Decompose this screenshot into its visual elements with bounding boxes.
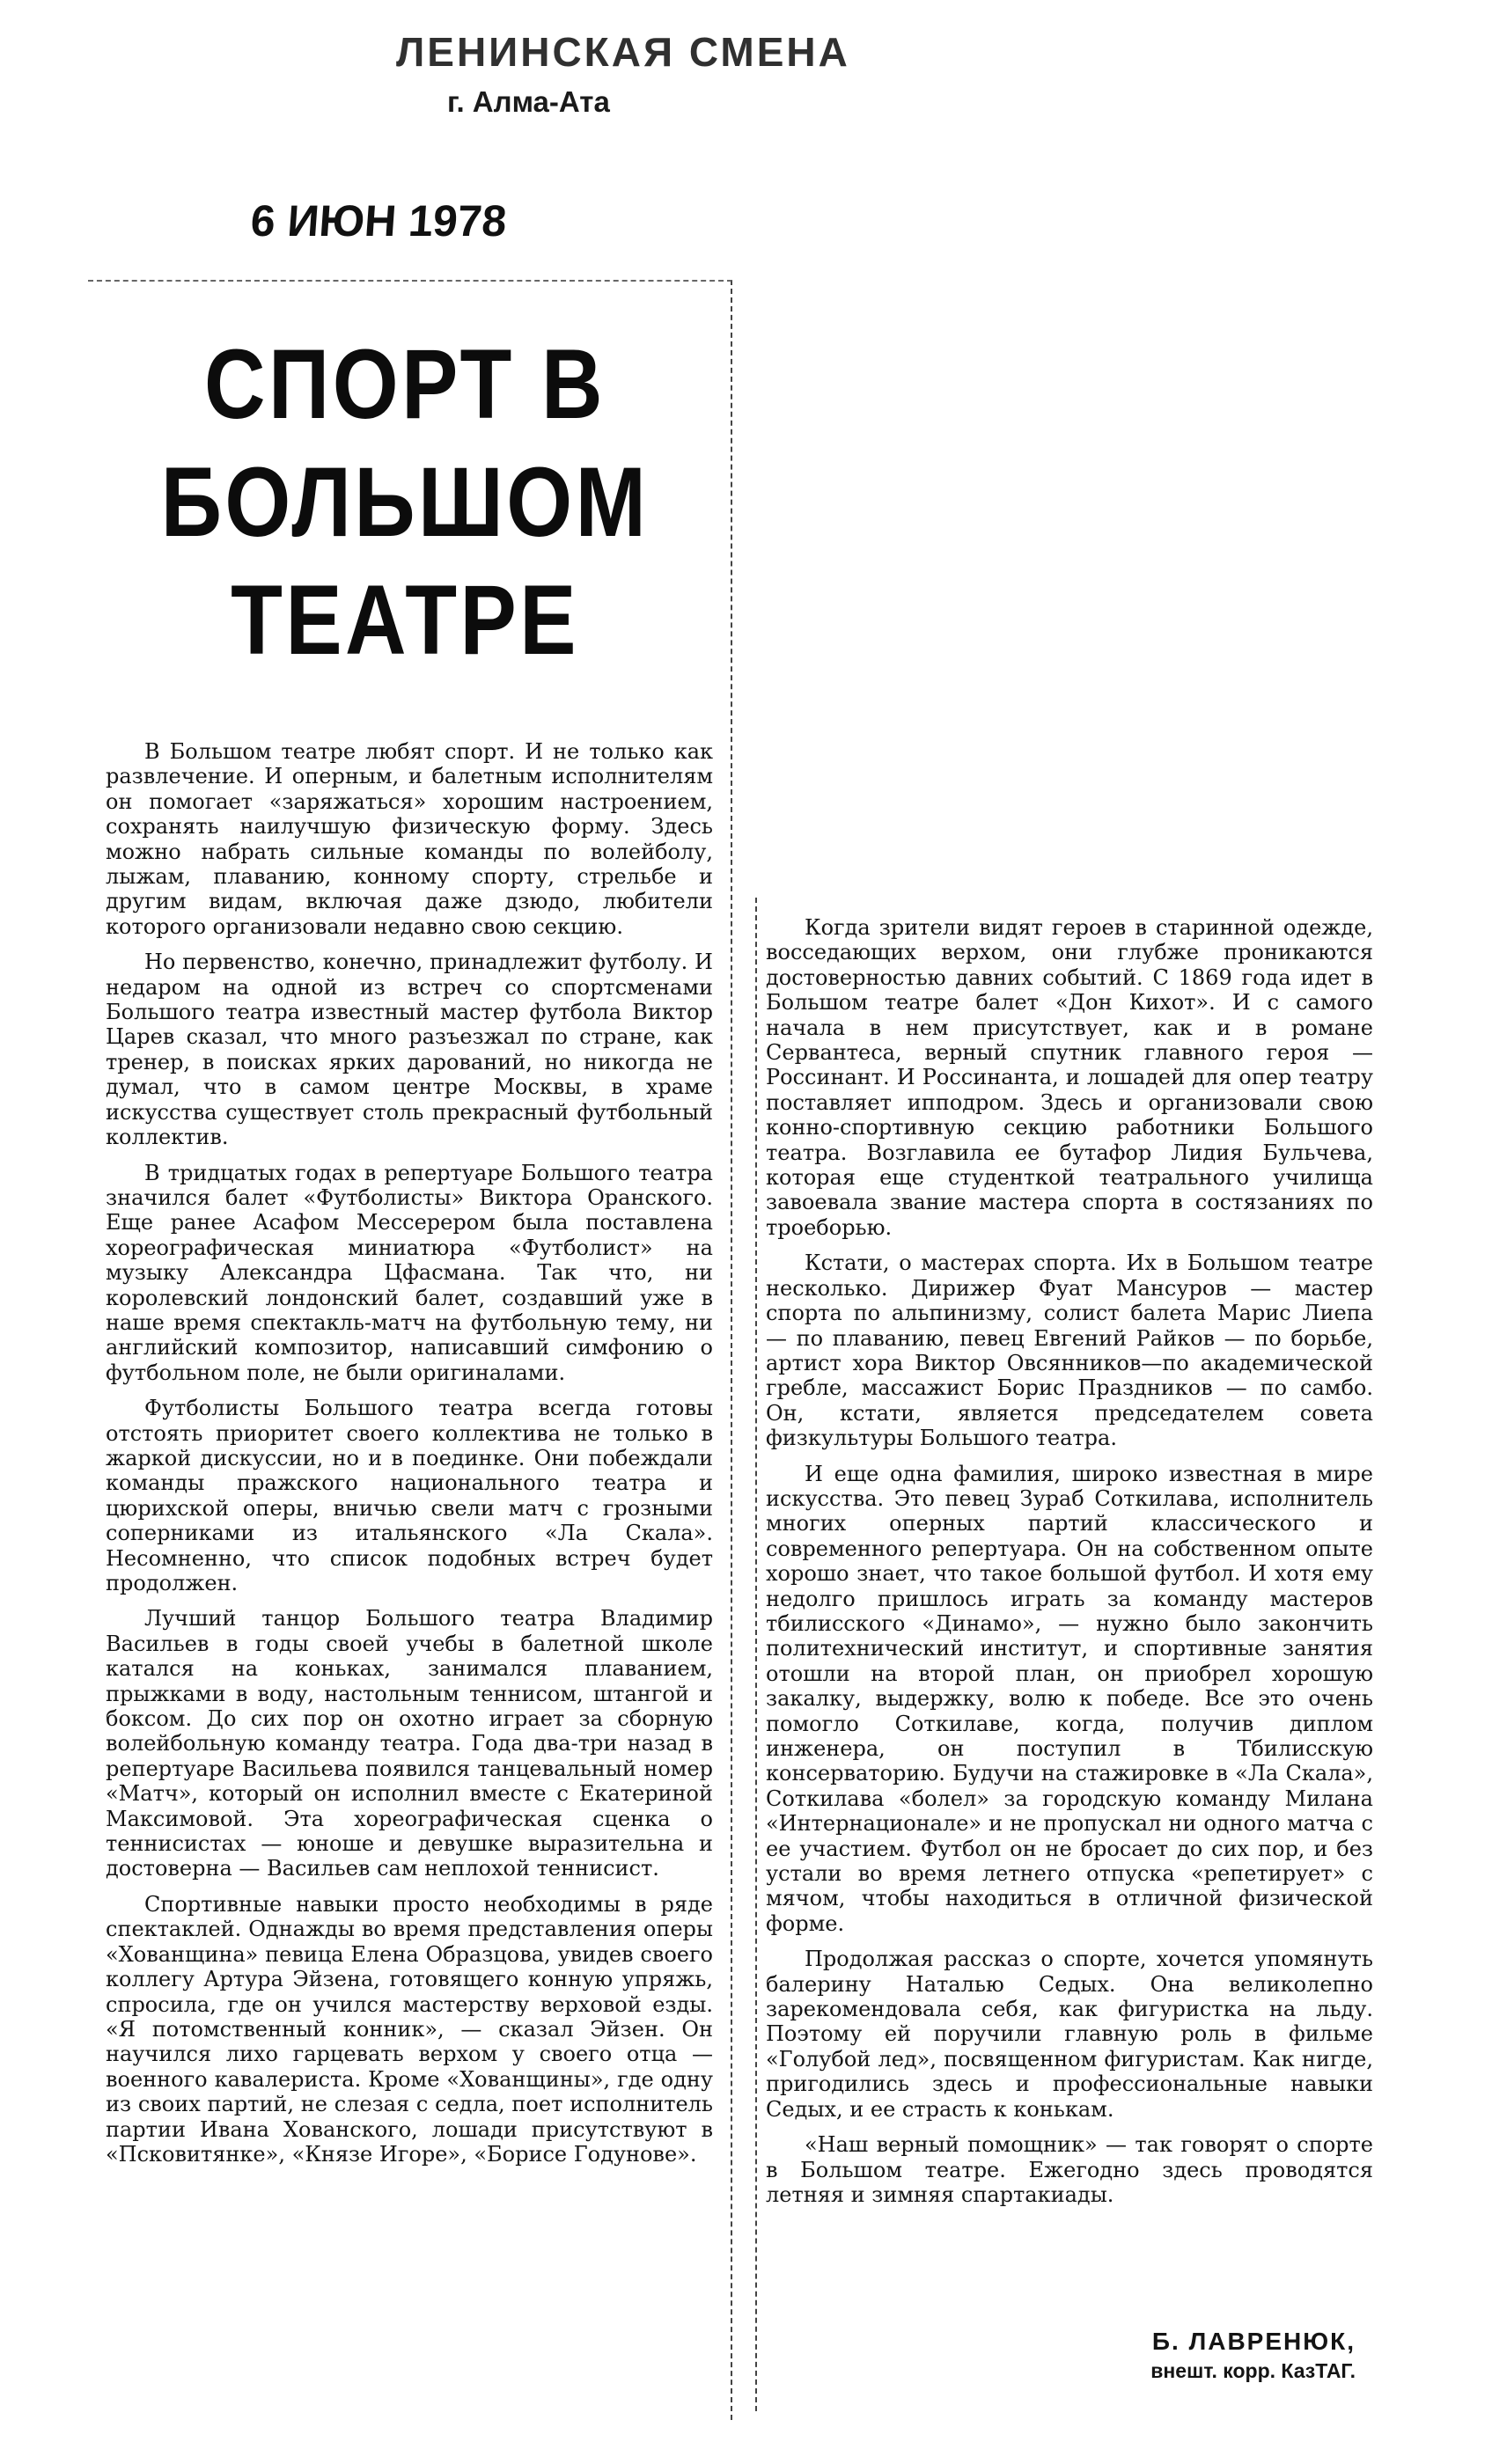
author-role: внешт. корр. КазТАГ.	[1150, 2359, 1356, 2382]
paragraph: И еще одна фамилия, широко известная в мире искусства. Это певец Зураб Соткилава, исполнитель многих оперных партий классического и современного репертуара. Он на собственном опыте хорошо знает, что такое большой футбол. И хотя ему недолго пришлось играть за команду мастеров тбилисского «Динамо», — нужно было закончить политехнический институт, и спортивные занятия отошли на второй план, он приобрел хорошую закалку, выдержку, волю к победе. Все это очень помогло Соткилаве, когда, получив диплом инженера, он поступил в Тбилисскую консерваторию. Будучи на стажировке в «Ла Скала», Соткилава «болел» за городскую команду Милана «Интернационале» и не пропускал ни одного матча с ее участием. Футбол он не бросает до сих пор, и без устали во время летнего отпуска «репетирует» с мячом, чтобы находиться в отличной физической форме.	[766, 1461, 1373, 1936]
city-label: г. Алма-Ата	[447, 85, 610, 118]
paragraph: В Большом театре любят спорт. И не только как развлечение. И оперным, и балетным исполнителям он помогает «заряжаться» хорошим настроением, сохранять наилучшую физическую форму. Здесь можно набрать сильные команды по волейболу, лыжам, плаванию, конному спорту, стрельбе и другим видам, включая даже дзюдо, любители которого организовали недавно свою секцию.	[106, 739, 713, 939]
paragraph: Футболисты Большого театра всегда готовы отстоять приоритет своего коллектива не только в жаркой дискуссии, но и в поединке. Они побеждали команды пражского национального театра и цюрихской оперы, вничью свели матч с грозными соперниками из итальянского «Ла Скала». Несомненно, что список подобных встреч будет продолжен.	[106, 1396, 713, 1595]
paragraph: В тридцатых годах в репертуаре Большого театра значился балет «Футболисты» Виктора Оранского. Еще ранее Асафом Мессерером была поставлена хореографическая миниатюра «Футболист» на музыку Александра Цфасмана. Так что, ни королевский лондонский балет, создавший уже в наше время спектакль-матч на футбольную тему, ни английский композитор, написавший симфонию о футбольном поле, не были оригиналами.	[106, 1160, 713, 1385]
article-column-left	[106, 739, 713, 2177]
paragraph: Продолжая рассказ о спорте, хочется упомянуть балерину Наталью Седых. Она великолепно зарекомендовала себя, как фигуристка на льду. Поэтому ей поручили главную роль в фильме «Голубой лед», посвященном фигуристам. Как нигде, пригодились здесь и профессиональные навыки Седых, и ее страсть к конькам.	[766, 1947, 1373, 2122]
article-title: СПОРТ В БОЛЬШОМ ТЕАТРЕ	[160, 329, 650, 675]
author-name: Б. ЛАВРЕНЮК,	[1151, 2328, 1356, 2355]
paragraph: «Наш верный помощник» — так говорят о спорте в Большом театре. Ежегодно здесь проводятся летняя и зимняя спартакиады.	[766, 2132, 1373, 2207]
paragraph: Но первенство, конечно, принадлежит футболу. И недаром на одной из встреч со спортсменами Большого театра известный мастер футбола Виктор Царев сказал, что много разъезжал по стране, как тренер, в поисках ярких дарований, но никогда не думал, что в самом центре Москвы, в храме искусства существует столь прекрасный футбольный коллектив.	[106, 950, 713, 1150]
paragraph: Лучший танцор Большого театра Владимир Васильев в годы своей учебы в балетной школе катался на коньках, занимался плаванием, прыжками в воду, настольным теннисом, штангой и боксом. До сих пор он охотно играет за сборную волейбольную команду театра. Года два-три назад в репертуаре Васильева появился танцевальный номер «Матч», который он исполнил вместе с Екатериной Максимовой. Эта хореографическая сценка о теннисистах — юноше и девушке выразительна и достоверна — Васильев сам неплохой теннисист.	[106, 1606, 713, 1881]
paragraph: Спортивные навыки просто необходимы в ряде спектаклей. Однажды во время представления оперы «Хованщина» певица Елена Образцова, увидев своего коллегу Артура Эйзена, готовящего конную упряжь, спросила, где он учился мастерству верховой езды. «Я потомственный конник», — сказал Эйзен. Он научился лихо гарцевать верхом у своего отца — военного кавалериста. Кроме «Хованщины», где одну из своих партий, не слезая с седла, поет исполнитель партии Ивана Хованского, лошади присутствуют в «Псковитянке», «Князе Игоре», «Борисе Годунове».	[106, 1891, 713, 2167]
byline	[1150, 2328, 1356, 2383]
article-column-right	[766, 915, 1373, 2218]
newspaper-name: ЛЕНИНСКАЯ СМЕНА	[396, 29, 850, 75]
paragraph: Кстати, о мастерах спорта. Их в Большом театре несколько. Дирижер Фуат Мансуров — мастер спорта по альпинизму, солист балета Марис Лиепа — по плаванию, певец Евгений Райков — по борьбе, артист хора Виктор Овсянников—по академической гребле, массажист Борис Праздников — по самбо. Он, кстати, является председателем совета физкультуры Большого театра.	[766, 1250, 1373, 1451]
date-stamp: 6 ИЮН 1978	[249, 196, 509, 246]
paragraph: Когда зрители видят героев в старинной одежде, восседающих верхом, они глубже проникаются достоверностью давних событий. С 1869 года идет в Большом театре балет «Дон Кихот». И с самого начала в нем присутствует, как и в романе Сервантеса, верный спутник главного героя — Россинант. И Россинанта, и лошадей для опер театру поставляет ипподром. Здесь и организовали свою конно-спортивную секцию работники Большого театра. Возглавила ее бутафор Лидия Бульчева, которая еще студенткой театрального училища завоевала звание мастера спорта в состязаниях по троеборью.	[766, 915, 1373, 1240]
